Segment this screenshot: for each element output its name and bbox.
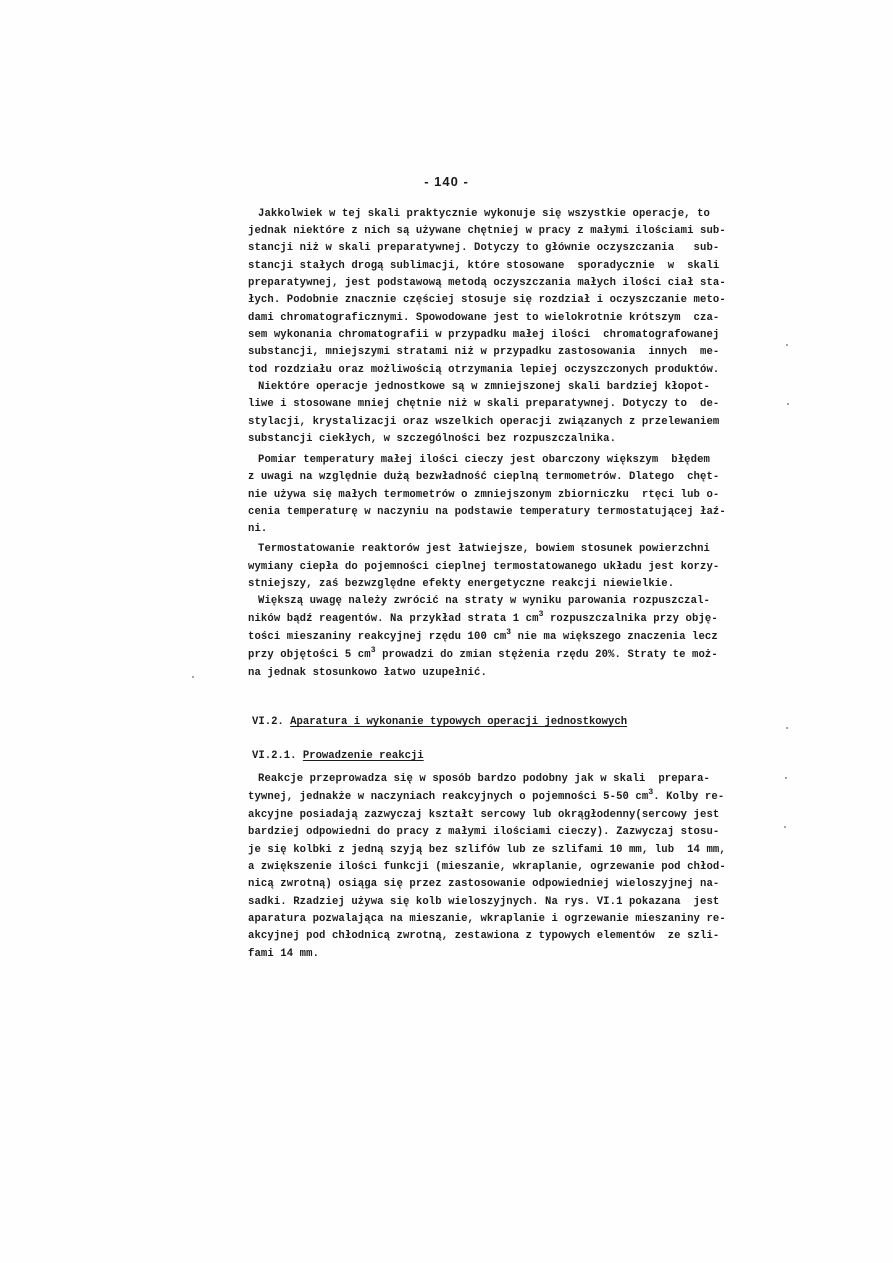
- text-line: sem wykonania chromatografii w przypadku małej ilości chromatografowanej: [248, 329, 720, 341]
- subsection-heading: [252, 750, 424, 762]
- text-line: stniejszy, zaś bezwzględne efekty energetyczne reakcji niewielkie.: [248, 578, 675, 590]
- text-span: tywnej, jednakże w naczyniach reakcyjnych o pojemności 5-50 cm: [248, 791, 649, 803]
- scan-speck: [192, 676, 194, 678]
- text-line: jednak niektóre z nich są używane chętniej w pracy z małymi ilościami sub-: [248, 225, 726, 237]
- scan-speck: [785, 777, 787, 779]
- scan-speck: [786, 727, 788, 729]
- text-line: [248, 630, 752, 644]
- page-number: - 140 -: [424, 174, 469, 189]
- superscript: 3: [648, 788, 654, 797]
- text-line: [248, 612, 752, 626]
- superscript: 3: [370, 646, 376, 655]
- text-line: łych. Podobnie znacznie częściej stosuje się rozdział i oczyszczanie meto-: [248, 294, 726, 306]
- subsection-number: VI.2.1.: [252, 750, 303, 762]
- superscript: 3: [506, 628, 512, 637]
- text-line: [248, 648, 752, 662]
- section-title: Aparatura i wykonanie typowych operacji jednostkowych: [290, 716, 628, 728]
- text-span: . Kolby re-: [653, 791, 725, 803]
- text-line: Jakkolwiek w tej skali praktycznie wykonuje się wszystkie operacje, to: [258, 208, 711, 220]
- text-line: z uwagi na względnie dużą bezwładność cieplną termometrów. Dlatego chęt-: [248, 471, 720, 483]
- text-line: Większą uwagę należy zwrócić na straty w wyniku parowania rozpuszczal-: [258, 595, 711, 607]
- text-line: substancji, mniejszymi stratami niż w przypadku zastosowania innych me-: [248, 346, 720, 358]
- section-number: VI.2.: [252, 716, 291, 728]
- text-line: [248, 790, 752, 804]
- scan-speck: [787, 403, 789, 405]
- text-line: preparatywnej, jest podstawową metodą oczyszczania małych ilości ciał sta-: [248, 277, 726, 289]
- subsection-title: Prowadzenie reakcji: [302, 750, 424, 762]
- text-line: tod rozdziału oraz możliwością otrzymania lepiej oczyszczonych produktów.: [248, 364, 720, 376]
- text-line: cenia temperaturę w naczyniu na podstawie temperatury termostatującej łaź-: [248, 506, 726, 518]
- text-line: dami chromatograficznymi. Spowodowane jest to wielokrotnie krótszym cza-: [248, 312, 720, 324]
- text-line: liwe i stosowane mniej chętnie niż w skali preparatywnej. Dotyczy to de-: [248, 398, 720, 410]
- text-line: a zwiększenie ilości funkcji (mieszanie, wkraplanie, ogrzewanie pod chłod-: [248, 861, 726, 873]
- scan-speck: [786, 344, 788, 346]
- text-span: prowadzi do zmian stężenia rzędu 20%. Straty te moż-: [375, 649, 718, 661]
- text-line: ni.: [248, 523, 268, 535]
- text-line: stancji niż w skali preparatywnej. Dotyczy to głównie oczyszczania sub-: [248, 242, 720, 254]
- scan-speck: [784, 826, 786, 828]
- text-line: fami 14 mm.: [248, 948, 320, 960]
- text-span: rozpuszczalnika przy obję-: [543, 613, 718, 625]
- text-span: tości mieszaniny reakcyjnej rzędu 100 cm: [248, 631, 507, 643]
- text-line: wymiany ciepła do pojemności cieplnej termostatowanego układu jest korzy-: [248, 561, 720, 573]
- text-line: substancji ciekłych, w szczególności bez rozpuszczalnika.: [248, 433, 617, 445]
- text-line: Niektóre operacje jednostkowe są w zmniejszonej skali bardziej kłopot-: [258, 381, 711, 393]
- text-line: nicą zwrotną) osiąga się przez zastosowanie odpowiedniej wieloszyjnej na-: [248, 878, 720, 890]
- text-span: nie ma większego znaczenia lecz: [511, 631, 718, 643]
- text-span: ników bądź reagentów. Na przykład strata 1 cm: [248, 613, 539, 625]
- text-line: akcyjne posiadają zazwyczaj kształt sercowy lub okrągłodenny(sercowy jest: [248, 809, 720, 821]
- text-line: stancji stałych drogą sublimacji, które stosowane sporadycznie w skali: [248, 260, 720, 272]
- text-line: Pomiar temperatury małej ilości cieczy jest obarczony większym błędem: [258, 454, 711, 466]
- text-line: aparatura pozwalająca na mieszanie, wkraplanie i ogrzewanie mieszaniny re-: [248, 913, 726, 925]
- text-line: akcyjnej pod chłodnicą zwrotną, zestawiona z typowych elementów ze szli-: [248, 930, 720, 942]
- text-line: na jednak stosunkowo łatwo uzupełnić.: [248, 667, 487, 679]
- superscript: 3: [538, 610, 544, 619]
- text-line: bardziej odpowiedni do pracy z małymi ilościami cieczy). Zazwyczaj stosu-: [248, 826, 720, 838]
- text-line: Termostatowanie reaktorów jest łatwiejsze, bowiem stosunek powierzchni: [258, 543, 711, 555]
- section-heading: [252, 716, 627, 728]
- text-line: nie używa się małych termometrów o zmniejszonym zbiorniczku rtęci lub o-: [248, 489, 720, 501]
- text-span: przy objętości 5 cm: [248, 649, 371, 661]
- text-line: stylacji, krystalizacji oraz wszelkich operacji związanych z przelewaniem: [248, 416, 720, 428]
- text-line: Reakcje przeprowadza się w sposób bardzo podobny jak w skali prepara-: [258, 773, 711, 785]
- text-line: sadki. Rzadziej używa się kolb wieloszyjnych. Na rys. VI.1 pokazana jest: [248, 896, 720, 908]
- text-line: je się kolbki z jedną szyją bez szlifów lub ze szlifami 10 mm, lub 14 mm,: [248, 844, 726, 856]
